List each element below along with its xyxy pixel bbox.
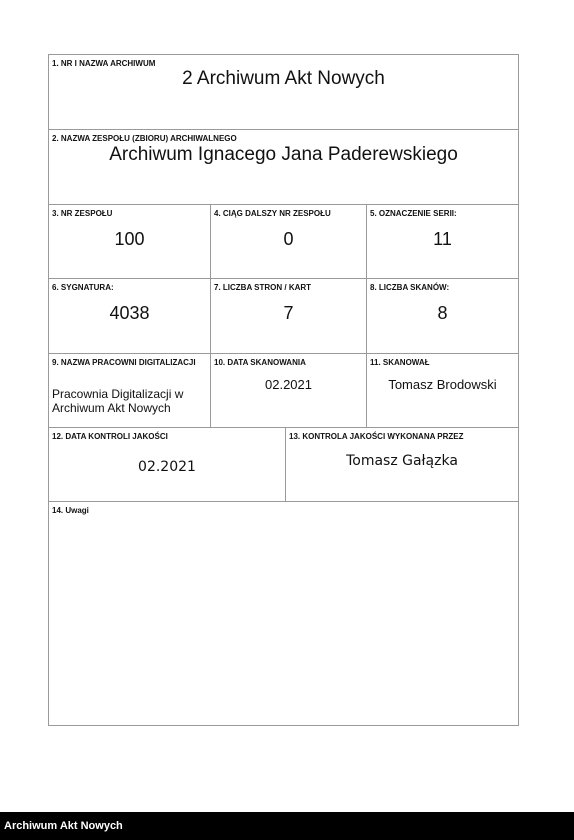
cell-scans: [366, 279, 518, 353]
footer-text: Archiwum Akt Nowych: [4, 820, 123, 832]
cell-series: [366, 205, 518, 278]
lab-label: 9. NAZWA PRACOWNI DIGITALIZACJI: [52, 358, 196, 367]
series-label: 5. OZNACZENIE SERII:: [370, 209, 457, 218]
cell-fonds-name: [49, 130, 518, 204]
row-counts: [49, 279, 518, 354]
cell-scan-date: [210, 354, 366, 427]
fonds-continuation-value: 0: [283, 229, 294, 249]
cell-fonds-no: [49, 205, 210, 278]
fonds-no-value: 100: [114, 229, 145, 249]
qc-date-value: 02.2021: [138, 459, 196, 475]
row-digitization: [49, 354, 518, 428]
row-quality-control: [49, 428, 518, 502]
qc-by-value: Tomasz Gałązka: [346, 453, 458, 469]
scans-label: 8. LICZBA SKANÓW:: [370, 283, 450, 292]
signature-value: 4038: [109, 303, 150, 323]
cell-notes: [49, 502, 518, 727]
pages-value: 7: [283, 303, 294, 323]
qc-date-label: 12. DATA KONTROLI JAKOŚCI: [52, 432, 168, 441]
scanned-by-value: Tomasz Brodowski: [388, 377, 497, 392]
scanned-by-label: 11. SKANOWAŁ: [370, 358, 430, 367]
scan-metadata-form: [48, 54, 519, 726]
qc-by-label: 13. KONTROLA JAKOŚCI WYKONANA PRZEZ: [289, 432, 464, 441]
row-archive: [49, 55, 518, 130]
archive-value: 2 Archiwum Akt Nowych: [182, 68, 385, 89]
archive-label: 1. NR I NAZWA ARCHIWUM: [52, 59, 156, 68]
lab-value: Pracownia Digitalizacji w Archiwum Akt Nowych: [52, 387, 184, 415]
notes-label: 14. Uwagi: [52, 506, 89, 515]
cell-lab: [49, 354, 210, 427]
fonds-no-label: 3. NR ZESPOŁU: [52, 209, 113, 218]
scan-date-value: 02.2021: [265, 377, 312, 392]
row-fonds-numbers: [49, 205, 518, 279]
row-fonds-name: [49, 130, 518, 205]
footer-bar: [0, 812, 574, 840]
row-notes: [49, 502, 518, 727]
cell-archive: [49, 55, 518, 129]
scans-value: 8: [437, 303, 448, 323]
pages-label: 7. LICZBA STRON / KART: [214, 283, 312, 292]
cell-scanned-by: [366, 354, 518, 427]
cell-signature: [49, 279, 210, 353]
cell-qc-date: [49, 428, 285, 501]
fonds-name-value: Archiwum Ignacego Jana Paderewskiego: [109, 144, 458, 165]
fonds-name-label: 2. NAZWA ZESPOŁU (ZBIORU) ARCHIWALNEGO: [52, 134, 237, 143]
cell-pages: [210, 279, 366, 353]
signature-label: 6. SYGNATURA:: [52, 283, 114, 292]
cell-fonds-continuation: [210, 205, 366, 278]
fonds-continuation-label: 4. CIĄG DALSZY NR ZESPOŁU: [214, 209, 331, 218]
cell-qc-by: [285, 428, 518, 501]
scan-date-label: 10. DATA SKANOWANIA: [214, 358, 306, 367]
series-value: 11: [433, 229, 452, 249]
